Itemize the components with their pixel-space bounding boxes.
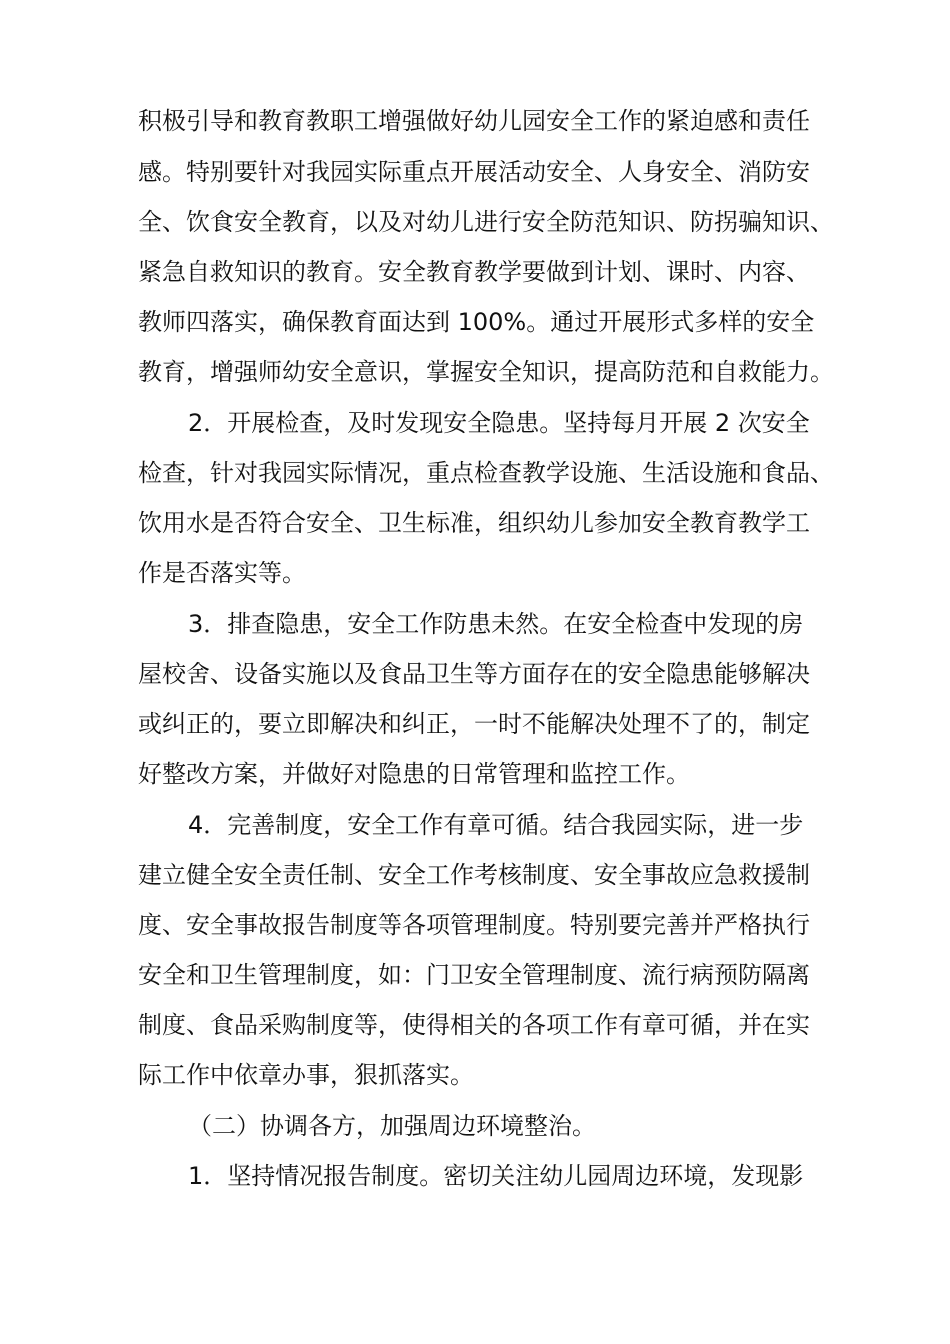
text-line: 作是否落实等。 [138, 559, 306, 587]
text-line: 建立健全安全责任制、安全工作考核制度、安全事故应急救援制 [138, 861, 810, 889]
text-line: 饮用水是否符合安全、卫生标准，组织幼儿参加安全教育教学工 [138, 509, 810, 537]
text-line: 全、饮食安全教育，以及对幼儿进行安全防范知识、防拐骗知识、 [138, 208, 834, 236]
text-line: 制度、食品采购制度等，使得相关的各项工作有章可循，并在实 [138, 1011, 810, 1039]
text-line: 检查，针对我园实际情况，重点检查教学设施、生活设施和食品、 [138, 459, 834, 487]
text-line: 教师四落实，确保教育面达到 100%。通过开展形式多样的安全 [138, 308, 815, 336]
text-line: 好整改方案，并做好对隐患的日常管理和监控工作。 [138, 760, 690, 788]
text-line: 紧急自救知识的教育。安全教育教学要做到计划、课时、内容、 [138, 258, 810, 286]
text-line: 屋校舍、设备实施以及食品卫生等方面存在的安全隐患能够解决 [138, 660, 810, 688]
section-heading: （二）协调各方，加强周边环境整治。 [188, 1112, 596, 1140]
text-line: 教育，增强师幼安全意识，掌握安全知识，提高防范和自救能力。 [138, 358, 834, 386]
paragraph-first-line: 3．排查隐患，安全工作防患未然。在安全检查中发现的房 [188, 610, 804, 638]
text-line: 度、安全事故报告制度等各项管理制度。特别要完善并严格执行 [138, 911, 810, 939]
text-line: 感。特别要针对我园实际重点开展活动安全、人身安全、消防安 [138, 158, 810, 186]
text-line: 或纠正的，要立即解决和纠正，一时不能解决处理不了的，制定 [138, 710, 810, 738]
paragraph-first-line: 4．完善制度，安全工作有章可循。结合我园实际，进一步 [188, 811, 804, 839]
paragraph-first-line: 2．开展检查，及时发现安全隐患。坚持每月开展 2 次安全 [188, 409, 810, 437]
text-line: 际工作中依章办事，狠抓落实。 [138, 1061, 474, 1089]
paragraph-first-line: 1．坚持情况报告制度。密切关注幼儿园周边环境，发现影 [188, 1162, 804, 1190]
text-line: 安全和卫生管理制度，如：门卫安全管理制度、流行病预防隔离 [138, 961, 810, 989]
text-line: 积极引导和教育教职工增强做好幼儿园安全工作的紧迫感和责任 [138, 107, 810, 135]
